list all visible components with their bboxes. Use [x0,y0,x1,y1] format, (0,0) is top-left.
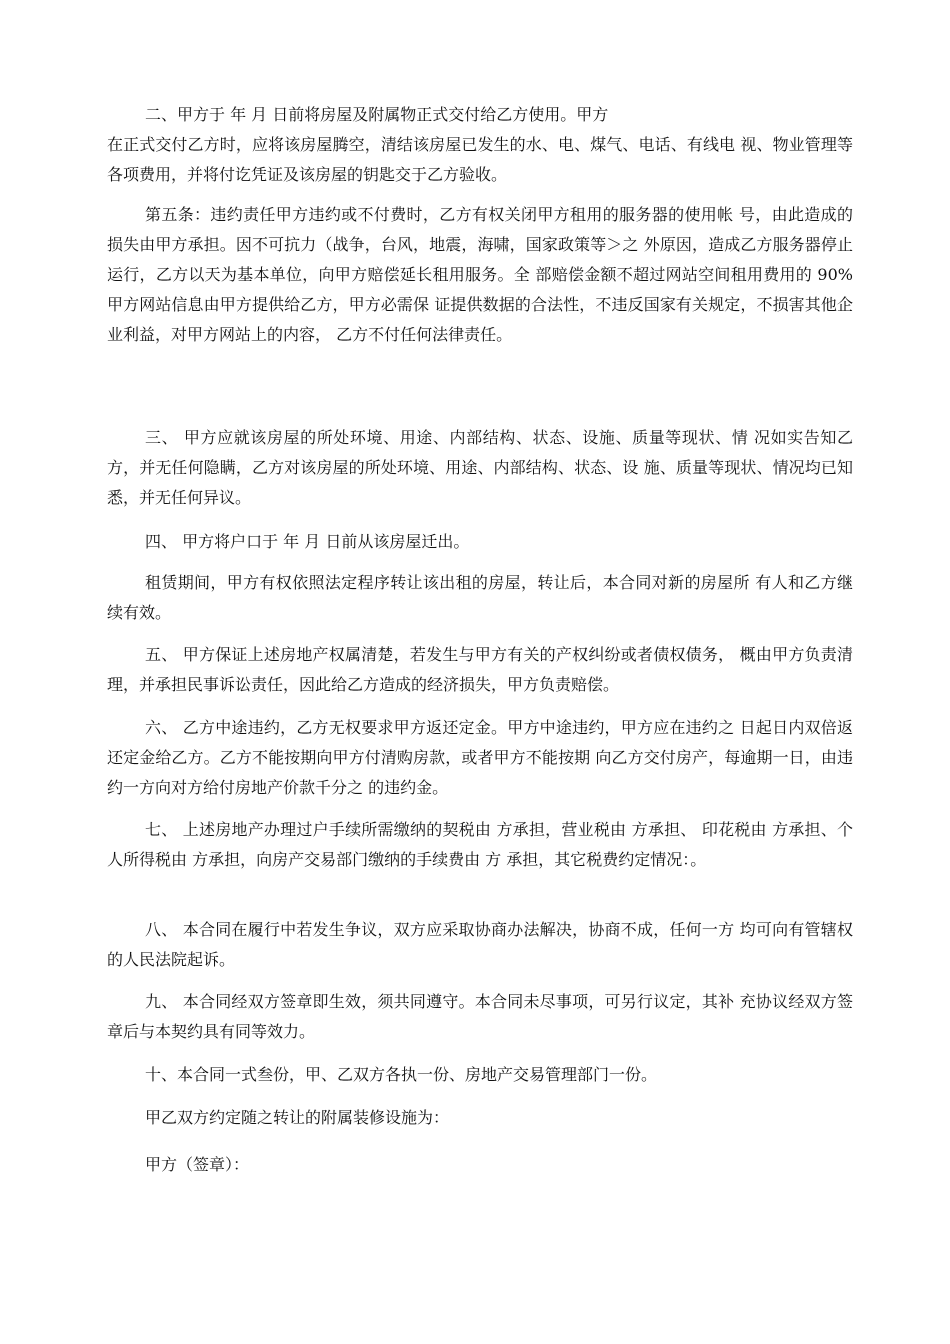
paragraph-7: 七、 上述房地产办理过户手续所需缴纳的契税由 方承担，营业税由 方承担、 印花税由 方承担、个人所得税由 方承担，向房产交易部门缴纳的手续费由 方 承担，其它税费约定情况：。 [107,820,853,869]
paragraph-2-line-1: 二、甲方于 年 月 日前将房屋及附属物正式交付给乙方使用。甲方 [145,105,609,124]
paragraph-lease-transfer: 租赁期间，甲方有权依照法定程序转让该出租的房屋，转让后，本合同对新的房屋所 有人和乙方继续有效。 [107,573,853,622]
paragraph-10: 十、本合同一式叁份，甲、乙双方各执一份、房地产交易管理部门一份。 [145,1065,658,1084]
paragraph-2-body: 在正式交付乙方时，应将该房屋腾空，清结该房屋已发生的水、电、煤气、电话、有线电 视、物业管理等各项费用，并将付讫凭证及该房屋的钥匙交于乙方验收。 [107,135,853,184]
paragraph-9: 九、 本合同经双方签章即生效，须共同遵守。本合同未尽事项，可另行议定，其补 充协议经双方签章后与本契约具有同等效力。 [107,992,853,1041]
paragraph-6: 六、 乙方中途违约，乙方无权要求甲方返还定金。甲方中途违约，甲方应在违约之 日起日内双倍返还定金给乙方。乙方不能按期向甲方付清购房款，或者甲方不能按期 向乙方交付房产，每逾期一日，由违约一方向对方给付房地产价款千分之 的违约金。 [107,718,853,797]
paragraph-attached-fixtures: 甲乙双方约定随之转让的附属装修设施为： [145,1108,450,1127]
paragraph-article-5: 第五条：违约责任甲方违约或不付费时，乙方有权关闭甲方租用的服务器的使用帐 号，由此造成的损失由甲方承担。因不可抗力（战争，台风，地震，海啸，国家政策等＞之 外原因，造成乙方服务器停止运行，乙方以天为基本单位，向甲方赔偿延长租用服务。全 部赔偿金额不超过网站空间租用费用的 90%甲方网站信息由甲方提供给乙方，甲方必需保 证提供数据的合法性，不违反国家有关规定，不损害其他企业利益，对甲方网站上的内容， 乙方不付任何法律责任。 [107,205,853,344]
paragraph-4: 四、 甲方将户口于 年 月 日前从该房屋迁出。 [145,532,470,551]
party-a-signature: 甲方（签章）： [145,1155,250,1174]
paragraph-3: 三、 甲方应就该房屋的所处环境、用途、内部结构、状态、设施、质量等现状、情 况如实告知乙方，并无任何隐瞒，乙方对该房屋的所处环境、用途、内部结构、状态、设 施、质量等现状、情况均已知悉，并无任何异议。 [107,428,853,507]
paragraph-8: 八、 本合同在履行中若发生争议，双方应采取协商办法解决，协商不成，任何一方 均可向有管辖权的人民法院起诉。 [107,920,853,969]
paragraph-5: 五、 甲方保证上述房地产权属清楚，若发生与甲方有关的产权纠纷或者债权债务， 概由甲方负责清理，并承担民事诉讼责任，因此给乙方造成的经济损失，甲方负责赔偿。 [107,645,853,694]
